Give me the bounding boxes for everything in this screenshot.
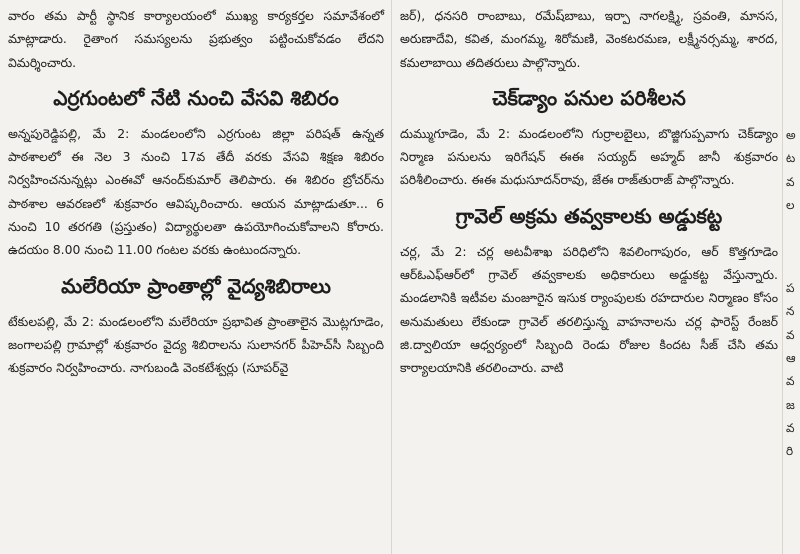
headline-gravel: గ్రావెల్ అక్రమ తవ్వకాలకు అడ్డుకట్ట <box>455 203 723 228</box>
article-body-summer-camp: అన్నపురెడ్డిపల్లి, మే 2: మండలంలోని ఎర్రగుంట జిల్లా పరిషత్ ఉన్నత పాఠశాలలో ఈ నెల 3 నుంచి 17వ తేదీ వరకు వేసవి శిక్షణ శిబిరం నిర్వహించనున్నట్లు ఎంఈవో ఆనంద్‌కుమార్ తెలిపారు. ఈ శిబిరం బ్రోచర్‌ను పాఠశాల ఆవరణలో శుక్రవారం ఆవిష్కరించారు. ఆయన మాట్లాడుతూ... 6 నుంచి 10 తరగతి (ప్రస్తుతం) విద్యార్థులతా ఉపయోగించుకోవాలని కోరారు. ఉదయం 8.00 నుంచి 11.00 గంటల వరకు ఉంటుందన్నారు. <box>8 125 384 258</box>
column-divider <box>782 0 783 554</box>
headline-checkdam: చెక్‌డ్యాం పనుల పరిశీలన <box>492 85 686 110</box>
middle-column <box>400 4 778 380</box>
headline-medical-camps: మలేరియా ప్రాంతాల్లో వైద్యశిబిరాలు <box>61 273 331 298</box>
fragment-line: ప <box>786 281 795 296</box>
fragment-line: వ <box>786 327 795 342</box>
left-column <box>8 4 384 380</box>
fragment-line: వ <box>786 420 795 435</box>
article-body-medical-camps: టేకులపల్లి, మే 2: మండలంలోని మలేరియా ప్రభావిత ప్రాంతాలైన మొట్లగూడెం, జంగాలపల్లి గ్రామాల్లో శుక్రవారం వైద్య శిబిరాలను సులానగర్ పీహెచ్‌సీ సిబ్బంది శుక్రవారం నిర్వహించారు. నాగుబండి వెంకటేశ్వర్లు (సూపర్‌వై <box>8 313 384 376</box>
article-body-checkdam: దుమ్ముగూడెం, మే 2: మండలంలోని గుర్రాలబైలు, బొజ్జిగుప్పవాగు చెక్‌డ్యాం నిర్మాణ పనులను ఇరిగేషన్ ఈఈ సయ్యద్ అహ్మద్ జానీ శుక్రవారం పరిశీలించారు. ఈఈ మధుసూదన్‌రావు, జేఈ రాజ్‌తురాజ్ పాల్గొన్నారు. <box>400 125 778 188</box>
fragment-line: రి <box>786 444 794 459</box>
fragment-line: జ <box>786 397 795 412</box>
continued-text: వారం తమ పార్టీ స్థానిక కార్యాలయంలో ముఖ్య కార్యకర్తల సమావేశంలో మాట్లాడారు. రైతాంగ సమస్యలను ప్రభుత్వం పట్టించుకోవడం లేదని విమర్శించారు. <box>8 8 384 70</box>
fragment-line: ల <box>786 197 795 212</box>
fragment-line: న <box>786 304 795 319</box>
fragment-line: అ <box>786 128 796 142</box>
column-divider <box>391 0 392 554</box>
headline-summer-camp: ఎర్రగుంటలో నేటి నుంచి వేసవి శిబిరం <box>53 85 339 110</box>
fragment-line: వ <box>786 174 795 189</box>
fragment-line: వ <box>786 374 795 389</box>
article-body-gravel: చర్ల, మే 2: చర్ల అటవీశాఖ పరిధిలోని శివలింగాపురం, ఆర్ కొత్తగూడెం ఆర్‌ఓఎఫ్‌ఆర్‌లో గ్రావెల్ తవ్వకాలకు అధికారులు అడ్డుకట్ట వేస్తున్నారు. మండలానికి ఇటీవల మంజూరైన ఇసుక ర్యాంపులకు రహదారుల నిర్మాణం కోసం అనుమతులు లేకుండా గ్రావెల్ తరలిస్తున్న వాహనాలను చర్ల ఫారెస్ట్ రేంజర్ జి.ద్వాలియా ఆధ్వర్యంలో సిబ్బంది రెండు రోజుల కిందట సీజ్ చేసి తమ కార్యాలయానికి తరలించారు. వాటి <box>400 243 778 376</box>
right-column-fragment <box>786 4 800 464</box>
fragment-line: ఆ <box>786 351 796 366</box>
continued-text: జర్), ధనసరి రాంబాబు, రమేష్‌బాబు, ఇర్పా నాగలక్ష్మి, స్రవంతి, మానస, అరుణాదేవి, కవిత, మంగమ్మ, శిరోమణి, వెంకటరమణ, లక్ష్మీనర్సమ్మ, శారద, కమలాబాయి తదితరులు పాల్గొన్నారు. <box>400 8 778 70</box>
fragment-line: ట <box>786 151 796 166</box>
